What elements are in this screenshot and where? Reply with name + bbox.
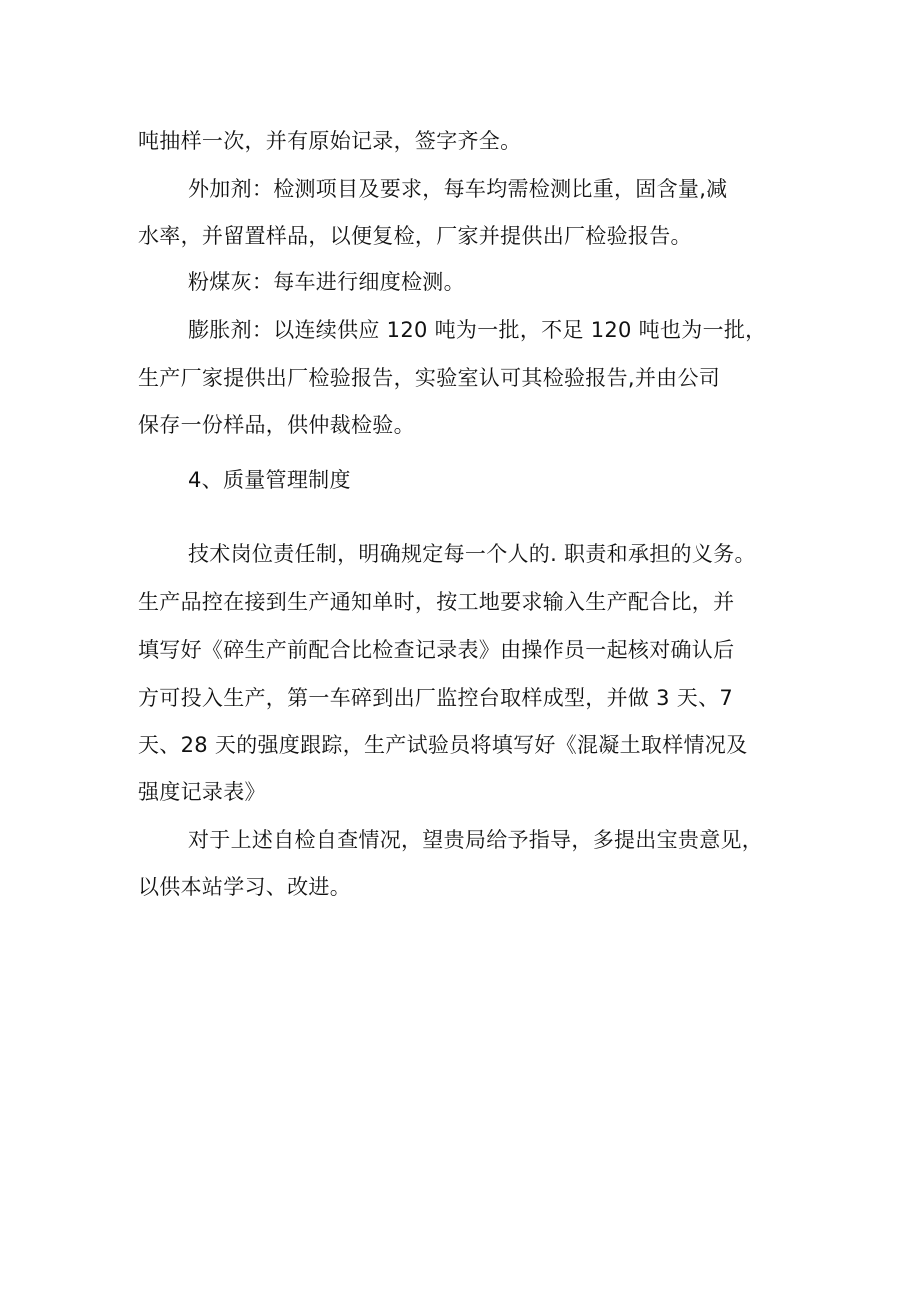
text-line: 生产品控在接到生产通知单时，按工地要求输入生产配合比，并	[138, 590, 735, 614]
text-line: 膨胀剂：以连续供应 120 吨为一批，不足 120 吨也为一批，	[188, 318, 767, 342]
text-line: 方可投入生产，第一车碎到出厂监控台取样成型，并做 3 天、7	[138, 686, 734, 710]
text-line: 生产厂家提供出厂检验报告，实验室认可其检验报告,并由公司	[138, 366, 721, 390]
text-line: 强度记录表》	[138, 780, 266, 804]
text-line: 吨抽样一次，并有原始记录，签字齐全。	[138, 129, 522, 153]
text-line: 对于上述自检自查情况，望贵局给予指导，多提出宝贵意见，	[188, 828, 764, 852]
text-line: 水率，并留置样品，以便复检，厂家并提供出厂检验报告。	[138, 224, 692, 248]
text-line: 技术岗位责任制，明确规定每一个人的. 职责和承担的义务。	[188, 542, 756, 566]
section-heading: 4、质量管理制度	[188, 468, 351, 492]
text-line: 以供本站学习、改进。	[138, 875, 351, 899]
text-line: 天、28 天的强度跟踪，生产试验员将填写好《混凝土取样情况及	[138, 733, 748, 757]
text-line: 外加剂：检测项目及要求，每车均需检测比重，固含量,减	[188, 177, 728, 201]
text-line: 保存一份样品，供仲裁检验。	[138, 413, 415, 437]
text-line: 粉煤灰：每车进行细度检测。	[188, 270, 465, 294]
text-line: 填写好《碎生产前配合比检查记录表》由操作员一起核对确认后	[138, 638, 735, 662]
